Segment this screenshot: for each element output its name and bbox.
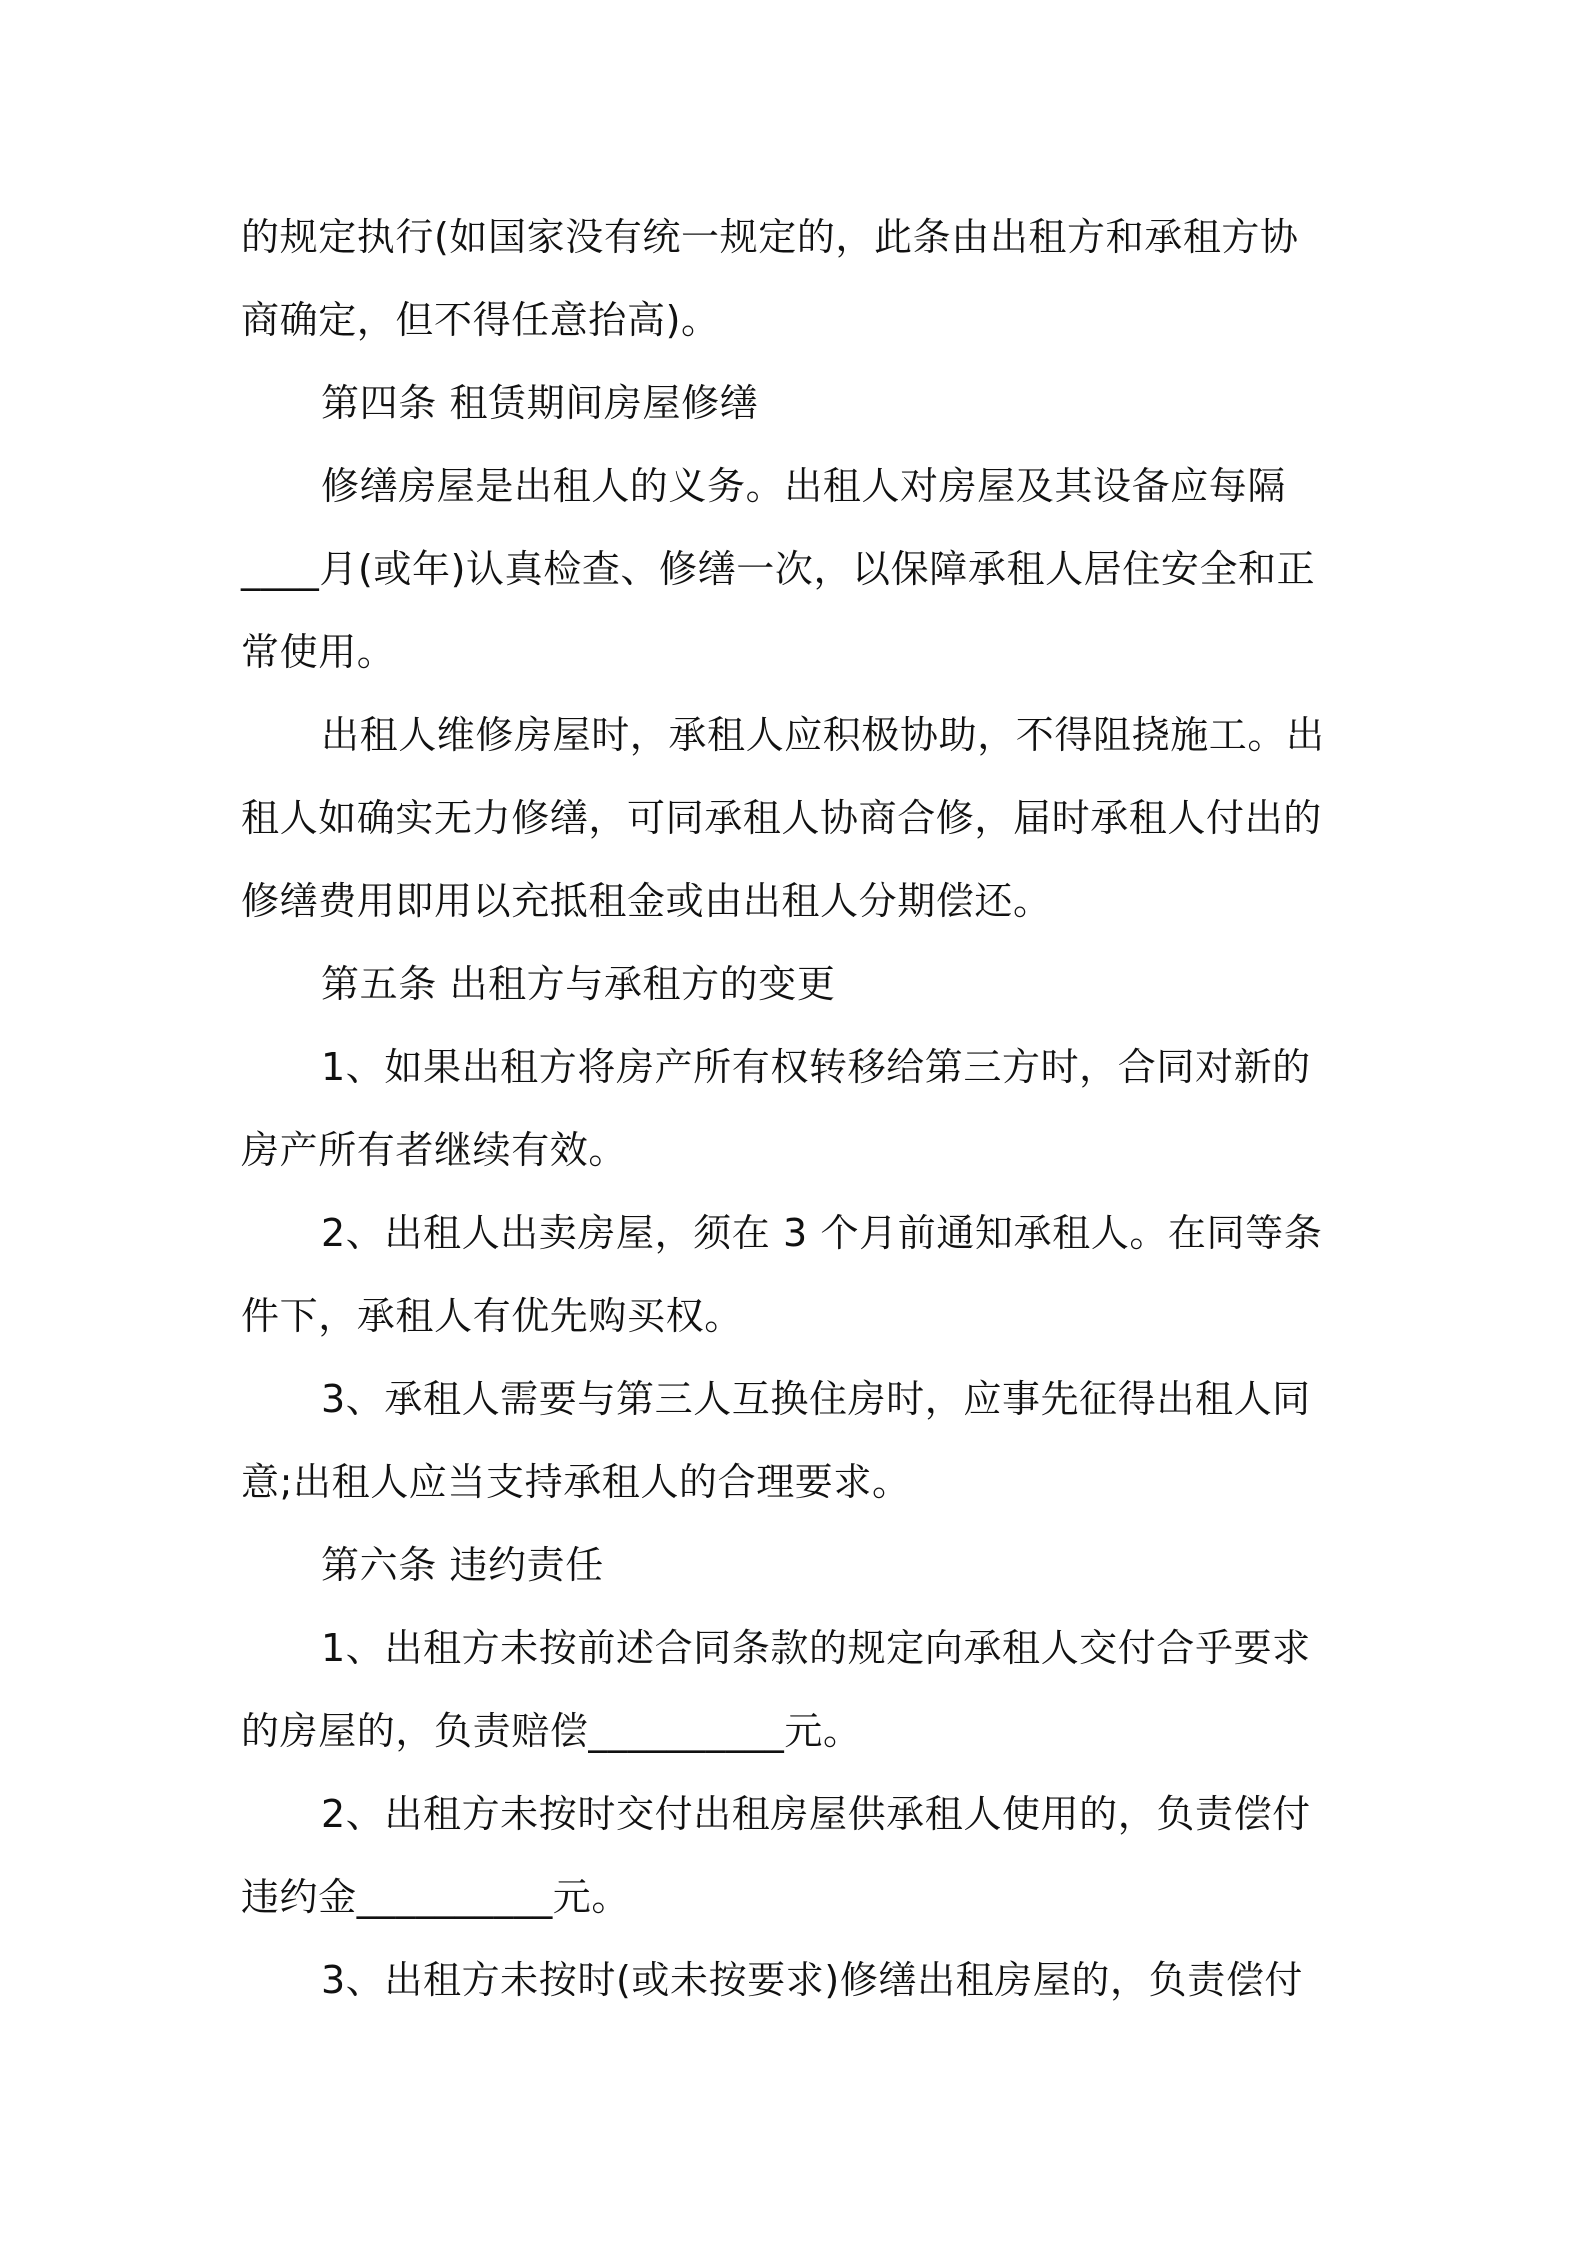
text-line: 的规定执行(如国家没有统一规定的，此条由出租方和承租方协	[241, 215, 1299, 259]
text-line: 的房屋的，负责赔偿__________元。	[241, 1709, 862, 1753]
section-heading-6: 第六条 违约责任	[321, 1543, 604, 1587]
text-line: 3、出租方未按时(或未按要求)修缮出租房屋的，负责偿付	[321, 1958, 1304, 2002]
text-line: 租人如确实无力修缮，可同承租人协商合修，届时承租人付出的	[241, 796, 1322, 840]
text-line: 修缮房屋是出租人的义务。出租人对房屋及其设备应每隔	[321, 464, 1287, 508]
text-line: 3、承租人需要与第三人互换住房时，应事先征得出租人同	[321, 1377, 1311, 1421]
text-line: 商确定，但不得任意抬高)。	[241, 298, 720, 342]
text-line: 违约金__________元。	[241, 1875, 631, 1919]
text-line: ____月(或年)认真检查、修缮一次，以保障承租人居住安全和正	[241, 547, 1316, 591]
text-line: 2、出租人出卖房屋，须在 3 个月前通知承租人。在同等条	[321, 1211, 1323, 1255]
text-line: 常使用。	[241, 630, 396, 674]
text-line: 出租人维修房屋时，承租人应积极协助，不得阻挠施工。出	[321, 713, 1325, 757]
text-line: 修缮费用即用以充抵租金或由出租人分期偿还。	[241, 879, 1052, 923]
text-line: 1、出租方未按前述合同条款的规定向承租人交付合乎要求	[321, 1626, 1311, 1670]
text-line: 1、如果出租方将房产所有权转移给第三方时，合同对新的	[321, 1045, 1311, 1089]
text-line: 房产所有者继续有效。	[241, 1128, 628, 1172]
section-heading-5: 第五条 出租方与承租方的变更	[321, 962, 836, 1006]
text-line: 2、出租方未按时交付出租房屋供承租人使用的，负责偿付	[321, 1792, 1311, 1836]
section-heading-4: 第四条 租赁期间房屋修缮	[321, 381, 759, 425]
document-body	[241, 196, 1361, 2022]
text-line: 意;出租人应当支持承租人的合理要求。	[241, 1460, 911, 1504]
text-line: 件下，承租人有优先购买权。	[241, 1294, 743, 1338]
